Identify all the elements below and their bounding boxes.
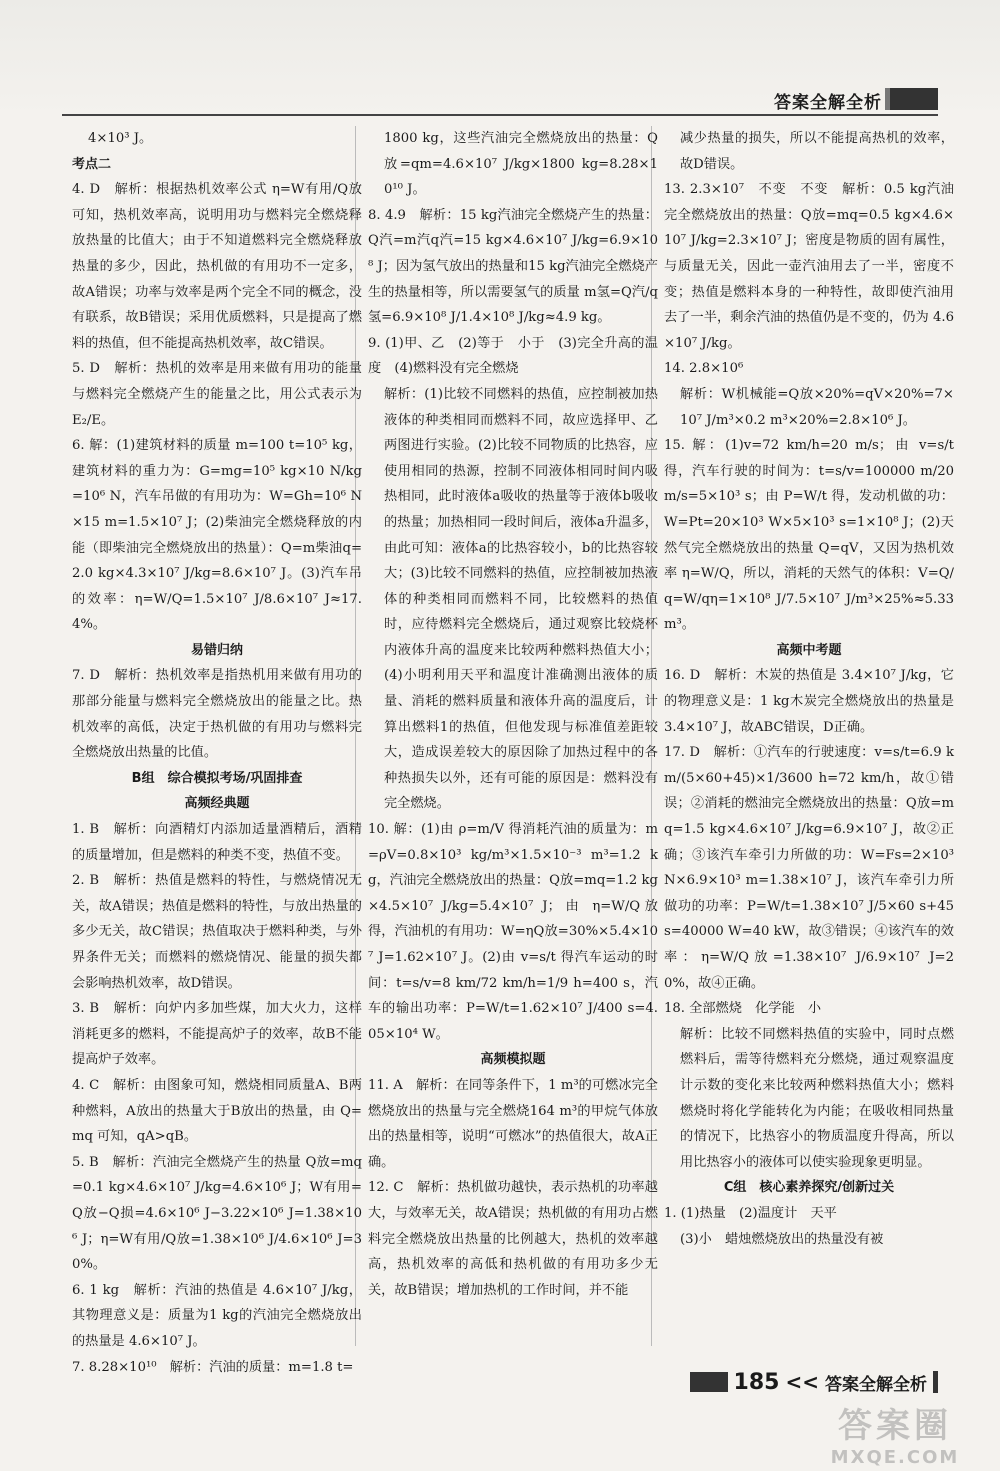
answer-paragraph: 5. D 解析：热机的效率是用来做有用功的能量与燃料完全燃烧产生的能量之比，用公式表示为 E₂/E。 bbox=[72, 361, 362, 428]
answer-paragraph: 解析：比较不同燃料热值的实验中，同时点燃燃料后，需等待燃料充分燃烧，通过观察温度计示数的变化来比较两种燃料热值大小；燃料燃烧时将化学能转化为内能；在吸收相同热量的情况下，比热容小的物质温度升得高，所以用比热容小的液体可以使实验现象更明显。 bbox=[680, 1026, 954, 1170]
footer-arrows: << bbox=[785, 1370, 819, 1394]
section-heading: 易错归纳 bbox=[190, 642, 243, 658]
answer-paragraph: 4. D 解析：根据热机效率公式 η=W有用/Q放 可知，热机效率高，说明用功与燃料完全燃烧释放热量的比值大；由于不知道燃料完全燃烧释放热量的多少，因此，热机做的有用功不一定多，故A错误；功率与效率是两个完全不同的概念，没有联系，故B错误；采用优质燃料，只是提高了燃料的热值，但不能提高热机效率，故C错误。 bbox=[72, 182, 362, 351]
answer-paragraph: 解析：W机械能=Q放×20%=qV×20%=7×10⁷ J/m³×0.2 m³×20%=2.8×10⁶ J。 bbox=[680, 386, 954, 428]
answer-paragraph: 8. 4.9 解析：15 kg汽油完全燃烧产生的热量：Q汽=m汽q汽=15 kg×4.6×10⁷ J/kg=6.9×10⁸ J；因为氢气放出的热量和15 kg汽油完全燃烧产生的热量相等，所以需要氢气的质量 m氢=Q汽/q氢=6.9×10⁸ J/1.4×10⁸ J/kg≈4.9 kg。 bbox=[368, 207, 658, 326]
footer-decor-bar bbox=[690, 1372, 728, 1392]
section-heading: B组 综合模拟考场/巩固排查 bbox=[131, 770, 303, 786]
answer-column-2 bbox=[368, 126, 658, 1303]
answer-paragraph: 1. B 解析：向酒精灯内添加适量酒精后，酒精的质量增加，但是燃料的种类不变，热值不变。 bbox=[72, 822, 362, 863]
section-heading: 考点二 bbox=[72, 156, 112, 172]
answer-paragraph: 12. C 解析：热机做功越快，表示热机的功率越大，与效率无关，故A错误；热机做的有用功占燃料完全燃烧放出热量的比例越大，热机的效率越高，热机效率的高低和热机做的有用功多少无关，故B错误；增加热机的工作时间，并不能 bbox=[368, 1180, 658, 1298]
answer-paragraph: 5. B 解析：汽油完全燃烧产生的热量 Q放=mq=0.1 kg×4.6×10⁷ J/kg=4.6×10⁶ J；W有用=Q放−Q损=4.6×10⁶ J−3.22×10⁶ J=1.38×10⁶ J；η=W有用/Q放=1.38×10⁶ J/4.6×10⁶ J=30%。 bbox=[72, 1154, 362, 1273]
answer-paragraph: 减少热量的损失，所以不能提高热机的效率，故D错误。 bbox=[680, 131, 954, 172]
answer-paragraph: 4. C 解析：由图象可知，燃烧相同质量A、B两种燃料，A放出的热量大于B放出的热量，由 Q=mq 可知，qA>qB。 bbox=[72, 1077, 362, 1145]
answer-paragraph: 1. (1)热量 (2)温度计 天平 bbox=[664, 1205, 837, 1221]
answer-paragraph: 6. 1 kg 解析：汽油的热值是 4.6×10⁷ J/kg，其物理意义是：质量为1 kg的汽油完全燃烧放出的热量是 4.6×10⁷ J。 bbox=[72, 1282, 362, 1349]
header-decor-bar bbox=[885, 88, 938, 110]
answer-paragraph: 16. D 解析：木炭的热值是 3.4×10⁷ J/kg，它的物理意义是：1 kg木炭完全燃烧放出的热量是 3.4×10⁷ J，故ABC错误，D正确。 bbox=[664, 668, 954, 735]
answer-paragraph: 2. B 解析：热值是燃料的特性，与燃烧情况无关，故A错误；热值是燃料的特性，与放出热量的多少无关，故C错误；热值取决于燃料种类，与外界条件无关；而燃料的燃烧情况、能量的损失都会影响热机效率，故D错误。 bbox=[72, 873, 362, 991]
section-heading: 高频经典题 bbox=[184, 796, 250, 812]
header-title: 答案全解全析 bbox=[774, 93, 882, 113]
answer-paragraph: 7. 8.28×10¹⁰ 解析：汽油的质量：m=1.8 t= bbox=[72, 1359, 354, 1375]
answer-paragraph: 11. A 解析：在同等条件下，1 m³的可燃冰完全燃烧放出的热量与完全燃烧164 m³的甲烷气体放出的热量相等，说明“可燃冰”的热值很大，故A正确。 bbox=[368, 1077, 658, 1170]
answer-paragraph: 7. D 解析：热机效率是指热机用来做有用功的那部分能量与燃料完全燃烧放出的能量之比。热机效率的高低，决定于热机做的有用功与燃料完全燃烧放出热量的比值。 bbox=[72, 668, 362, 761]
section-heading: C组 核心素养探究/创新过关 bbox=[723, 1180, 895, 1196]
answer-paragraph: (3)小 蜡烛燃烧放出的热量没有被 bbox=[680, 1231, 884, 1247]
page-footer bbox=[690, 1367, 938, 1397]
answer-paragraph: 18. 全部燃烧 化学能 小 bbox=[664, 1001, 822, 1017]
watermark-logo bbox=[795, 1398, 995, 1468]
answer-paragraph: 10. 解：(1)由 ρ=m/V 得消耗汽油的质量为：m=ρV=0.8×10³ kg/m³×1.5×10⁻³ m³=1.2 kg，汽油完全燃烧放出的热量：Q放=mq=1.2 kg×4.5×10⁷ J/kg=5.4×10⁷ J；由 η=W/Q放 得，汽油机的有用功：W=ηQ放=30%×5.4×10⁷ J=1.62×10⁷ J。(2)由 v=s/t 得汽车运动的时间：t=s/v=8 km/72 km/h=1/9 h=400 s，汽车的输出功率：P=W/t=1.62×10⁷ J/400 s=4.05×10⁴ W。 bbox=[368, 822, 658, 1042]
answer-paragraph: 9. (1)甲、乙 (2)等于 小于 (3)完全升高的温度 (4)燃料没有完全燃烧 bbox=[368, 335, 658, 377]
answer-column-1 bbox=[72, 126, 362, 1380]
answer-paragraph: 17. D 解析：①汽车的行驶速度：v=s/t=6.9 km/(5×60+45)×1/3600 h=72 km/h，故①错误；②消耗的燃油完全燃烧放出的热量：Q放=mq=1.5 kg×4.6×10⁷ J/kg=6.9×10⁷ J，故②正确；③该汽车牵引力所做的功：W=Fs=2×10³ N×6.9×10³ m=1.38×10⁷ J，该汽车牵引力所做功的功率：P=W/t=1.38×10⁷ J/5×60 s+45 s=40000 W=40 kW，故③错误；④该汽车的效率：η=W/Q放=1.38×10⁷ J/6.9×10⁷ J=20%，故④正确。 bbox=[664, 745, 954, 991]
answer-column-3 bbox=[664, 126, 954, 1252]
watermark-url: MXQE.COM bbox=[830, 1447, 960, 1468]
answer-paragraph: 解析：(1)比较不同燃料的热值，应控制被加热液体的种类相同而燃料不同，故应选择甲、乙两图进行实验。(2)比较不同物质的比热容，应使用相同的热源，控制不同液体相同时间内吸热相同，此时液体a吸收的热量等于液体b吸收的热量；加热相同一段时间后，液体a升温多，由此可知：液体a的比热容较小，b的比热容较大；(3)比较不同燃料的热值，应控制被加热液体的种类相同而燃料不同，比较燃料的热值时，应待燃料完全燃烧后，通过观察比较烧杯内液体升高的温度来比较两种燃料热值大小；(4)小明利用天平和温度计准确测出液体的质量、消耗的燃料质量和液体升高的温度后，计算出燃料1的热值，但他发现与标准值差距较大，造成误差较大的原因除了加热过程中的各种热损失以外，还有可能的原因是：燃料没有完全燃烧。 bbox=[384, 386, 658, 812]
section-heading: 高频中考题 bbox=[776, 642, 842, 658]
answer-paragraph: 14. 2.8×10⁶ bbox=[664, 361, 744, 377]
footer-title: 答案全解全析 bbox=[825, 1374, 927, 1395]
answer-paragraph: 3. B 解析：向炉内多加些煤，加大火力，这样消耗更多的燃料，不能提高炉子的效率，故B不能提高炉子效率。 bbox=[72, 1001, 362, 1068]
watermark-text: 答案圈 bbox=[838, 1406, 952, 1446]
page-number: 185 bbox=[733, 1369, 780, 1395]
answer-paragraph: 6. 解：(1)建筑材料的质量 m=100 t=10⁵ kg，建筑材料的重力为：G=mg=10⁵ kg×10 N/kg=10⁶ N，汽车吊做的有用功为：W=Gh=10⁶ N×15 m=1.5×10⁷ J；(2)柴油完全燃烧释放的内能（即柴油完全燃烧放出的热量）：Q=m柴油q=2.0 kg×4.3×10⁷ J/kg=8.6×10⁷ J。(3)汽车吊的效率：η=W/Q=1.5×10⁷ J/8.6×10⁷ J≈17.4%。 bbox=[72, 438, 362, 633]
answer-paragraph: 15. 解：(1)v=72 km/h=20 m/s；由 v=s/t 得，汽车行驶的时间为：t=s/v=100000 m/20 m/s=5×10³ s；由 P=W/t 得，发动机做的功：W=Pt=20×10³ W×5×10³ s=1×10⁸ J；(2)天然气完全燃烧放出的热量 Q=qV，又因为热机效率 η=W/Q，所以，消耗的天然气的体积：V=Q/q=W/qη=1×10⁸ J/7.5×10⁷ J/m³×25%≈5.33 m³。 bbox=[664, 438, 954, 633]
answer-paragraph: 1800 kg，这些汽油完全燃烧放出的热量：Q放=qm=4.6×10⁷ J/kg×1800 kg=8.28×10¹⁰ J。 bbox=[384, 131, 658, 198]
footer-end-bar bbox=[933, 1371, 938, 1393]
answer-paragraph: 13. 2.3×10⁷ 不变 不变 解析：0.5 kg汽油完全燃烧放出的热量：Q放=mq=0.5 kg×4.6×10⁷ J/kg=2.3×10⁷ J；密度是物质的固有属性，与质量无关，因此一壶汽油用去了一半，密度不变；热值是燃料本身的一种特性，故即使汽油用去了一半，剩余汽油的热值仍是不变的，仍为 4.6×10⁷ J/kg。 bbox=[664, 182, 954, 351]
section-heading: 高频模拟题 bbox=[480, 1052, 546, 1068]
answer-paragraph: 4×10³ J。 bbox=[88, 131, 153, 146]
header-rule bbox=[62, 114, 938, 116]
